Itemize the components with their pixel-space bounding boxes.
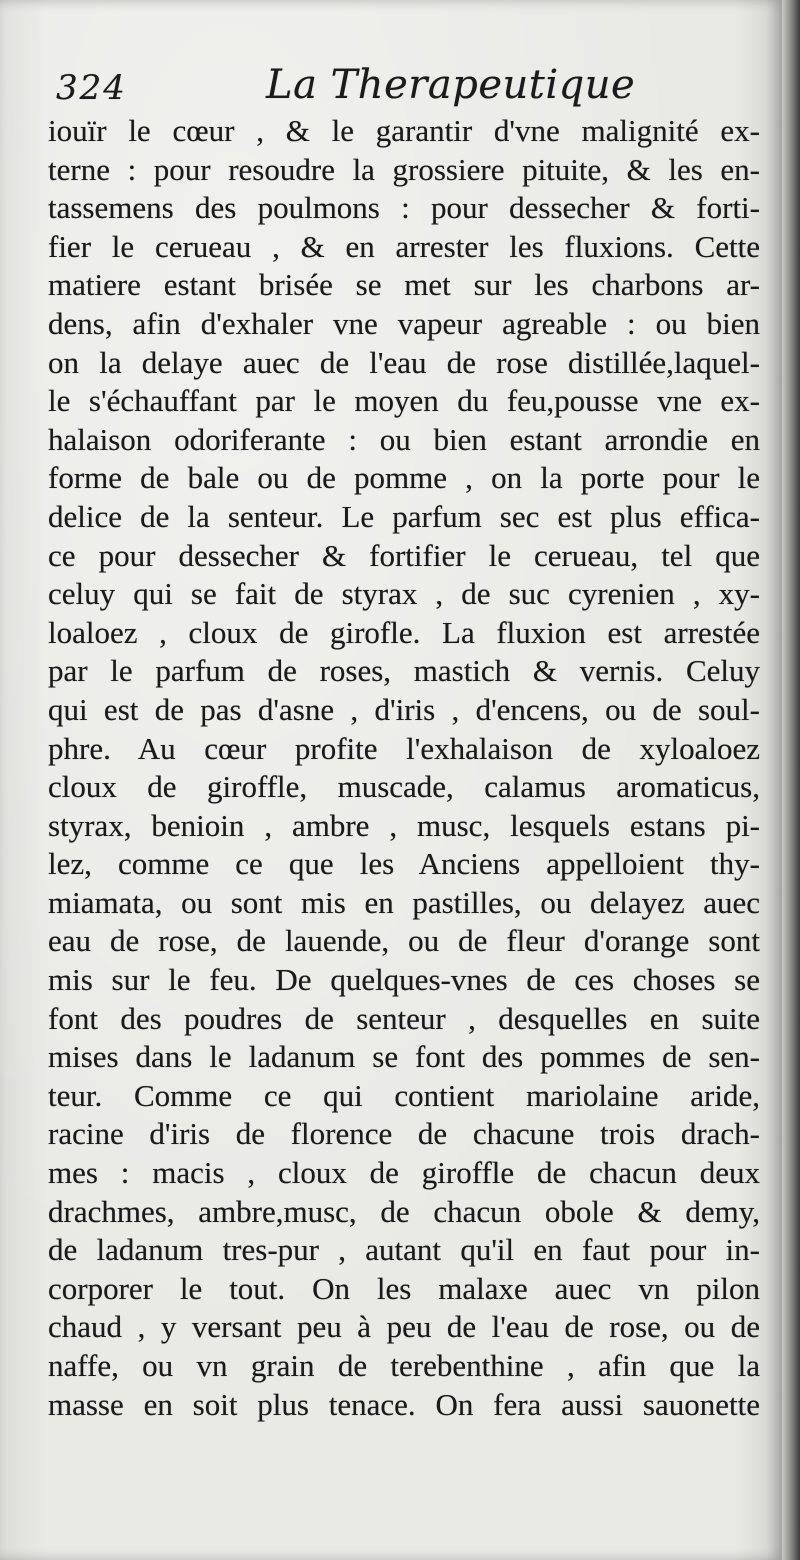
text-line: tassemens des poulmons : pour dessecher & forti- bbox=[48, 190, 760, 226]
text-line: masse en soit plus tenace. On fera aussi sauonette bbox=[48, 1386, 760, 1422]
text-line: iouïr le cœur , & le garantir d'vne malignité ex- bbox=[48, 113, 760, 148]
text-line: mises dans le ladanum se font des pommes de sen- bbox=[48, 1039, 760, 1075]
page-number: 324 bbox=[56, 68, 127, 108]
text-line: lez, comme ce que les Anciens appelloient thy- bbox=[48, 846, 760, 882]
text-line: fier le cerueau , & en arrester les fluxions. Cette bbox=[48, 228, 760, 264]
text-line: on la delaye auec de l'eau de rose distillée,laquel- bbox=[48, 344, 760, 380]
text-line: par le parfum de roses, mastich & vernis. Celuy bbox=[48, 653, 760, 689]
page-header bbox=[50, 62, 750, 114]
text-line: miamata, ou sont mis en pastilles, ou delayez auec bbox=[48, 884, 760, 920]
text-line: de ladanum tres-pur , autant qu'il en faut pour in- bbox=[48, 1232, 760, 1268]
text-line: halaison odoriferante : ou bien estant arrondie en bbox=[48, 421, 760, 457]
text-line: ce pour dessecher & fortifier le cerueau, tel que bbox=[48, 537, 760, 573]
text-line: teur. Comme ce qui contient mariolaine aride, bbox=[48, 1077, 760, 1113]
text-line: mis sur le feu. De quelques-vnes de ces choses se bbox=[48, 962, 760, 998]
text-line: loaloez , cloux de girofle. La fluxion est arrestée bbox=[48, 614, 760, 650]
text-line: corporer le tout. On les malaxe auec vn pilon bbox=[48, 1270, 760, 1306]
text-line: qui est de pas d'asne , d'iris , d'encens, ou de soul- bbox=[48, 691, 760, 727]
text-line: delice de la senteur. Le parfum sec est plus effica- bbox=[48, 498, 760, 534]
text-line: mes : macis , cloux de giroffle de chacun deux bbox=[48, 1155, 760, 1191]
body-text bbox=[48, 112, 760, 1424]
text-line: racine d'iris de florence de chacune trois drach- bbox=[48, 1116, 760, 1152]
text-line: phre. Au cœur profite l'exhalaison de xyloaloez bbox=[48, 730, 760, 766]
text-line: cloux de giroffle, muscade, calamus aromaticus, bbox=[48, 769, 760, 805]
text-line: naffe, ou vn grain de terebenthine , afin que la bbox=[48, 1348, 760, 1383]
text-line: styrax, benioin , ambre , musc, lesquels estans pi- bbox=[48, 807, 760, 843]
text-line: font des poudres de senteur , desquelles en suite bbox=[48, 1000, 760, 1036]
text-line: forme de bale ou de pomme , on la porte pour le bbox=[48, 460, 760, 496]
text-line: celuy qui se fait de styrax , de suc cyrenien , xy- bbox=[48, 576, 760, 612]
text-line: drachmes, ambre,musc, de chacun obole & demy, bbox=[48, 1193, 760, 1229]
text-line: matiere estant brisée se met sur les charbons ar- bbox=[48, 267, 760, 303]
page-edge-shadow bbox=[782, 0, 800, 1560]
text-line: dens, afin d'exhaler vne vapeur agreable : ou bien bbox=[48, 305, 760, 341]
text-line: le s'échauffant par le moyen du feu,pousse vne ex- bbox=[48, 383, 760, 419]
text-line: terne : pour resoudre la grossiere pituite, & les en- bbox=[48, 151, 760, 187]
running-title: La Therapeutique bbox=[266, 62, 636, 108]
text-line: chaud , y versant peu à peu de l'eau de rose, ou de bbox=[48, 1309, 760, 1345]
text-line: eau de rose, de lauende, ou de fleur d'orange sont bbox=[48, 923, 760, 959]
